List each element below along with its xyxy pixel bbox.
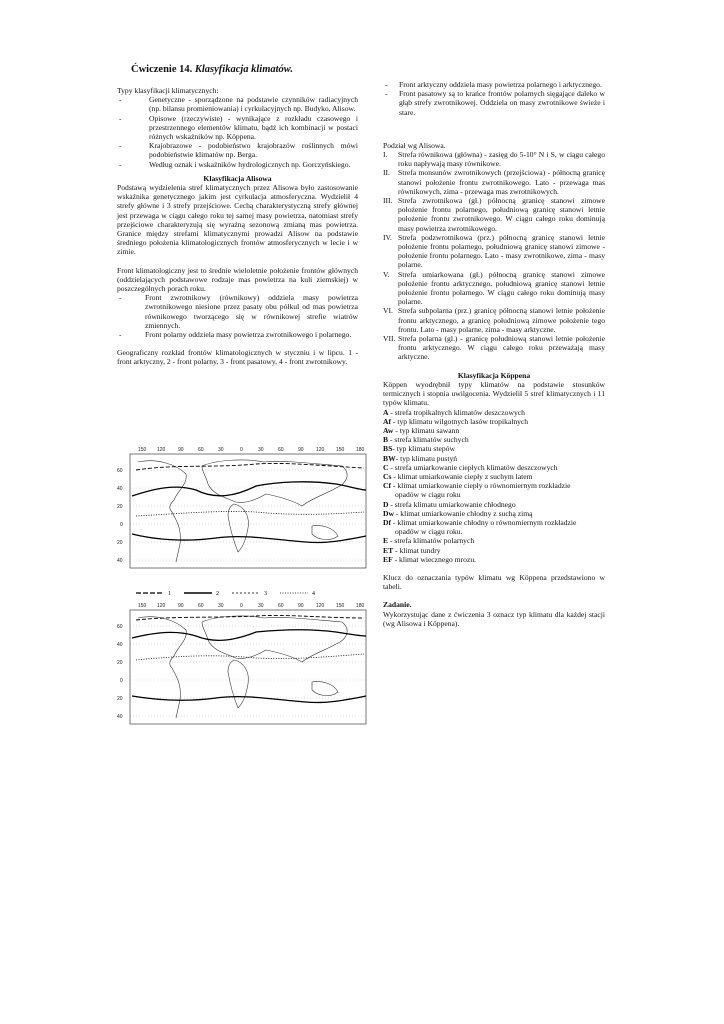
tick-label: 90 xyxy=(178,603,184,609)
koppen-code: Cf xyxy=(383,481,392,491)
koppen-item xyxy=(383,472,605,481)
zone-item: V. Strefa umiarkowana (gł.) północną granicę stanowi zimowe położenie frontu arktycznego, południową granicę stanowi letnie położenie frontu polarnego. W ciągu całego roku dominują masy polarne. xyxy=(383,269,605,307)
key-note: Klucz do oznaczania typów klimatu wg Köppena przedstawiono w tabeli. xyxy=(383,572,605,592)
tick-label: 60 xyxy=(198,603,204,609)
tick-label: 150 xyxy=(336,447,345,453)
koppen-code: E xyxy=(383,536,389,546)
map-july-svg xyxy=(116,600,369,728)
zone-item: VI. Strefa subpolarna (prz.) granicę północną stanowi letnie położenie frontu arktycznego, a granicę południową zimowe położenie tego frontu. Lato - masy polarne, zima - masy arktyczne. xyxy=(383,306,605,334)
tick-label: 90 xyxy=(298,603,304,609)
koppen-item xyxy=(383,500,605,509)
legend-label: 3 xyxy=(264,591,267,597)
types-list xyxy=(117,95,358,169)
legend-label: 1 xyxy=(168,591,171,597)
koppen-code: B xyxy=(383,435,389,445)
koppen-code: EF xyxy=(383,554,393,564)
koppen-heading: Klasyfikacja Köppena xyxy=(457,370,531,380)
title-prefix: Ćwiczenie 14. xyxy=(131,64,193,75)
left-column xyxy=(117,86,358,367)
koppen-item xyxy=(383,417,605,426)
tick-label: 20 xyxy=(117,540,123,546)
tick-label: 150 xyxy=(138,603,147,609)
koppen-item xyxy=(383,490,605,499)
koppen-text: - klimat umiarkowanie chłodny z suchą zimą xyxy=(393,508,533,518)
tick-label: 90 xyxy=(298,447,304,453)
koppen-code: BS xyxy=(383,444,393,454)
koppen-code: Df xyxy=(383,517,392,527)
koppen-text: - klimat wiecznego mrozu. xyxy=(392,554,477,564)
koppen-intro: Köppen wyodrębnił typy klimatów na podstawie stosunków termicznych i stopnia uwilgocenia. Wydzielił 5 stref klimatycznych i 11 typów klimatu. xyxy=(383,379,605,408)
koppen-code: Dw xyxy=(383,508,394,518)
koppen-item xyxy=(383,408,605,417)
koppen-text: - strefa klimatu umiarkowanie chłodnego xyxy=(388,499,516,509)
type-item: - Według oznak i wskaźników hydrologicznych np. Gorczyńskiego. xyxy=(117,160,358,169)
koppen-code: Af xyxy=(383,416,392,426)
type-item: - Krajobrazowe - podobieństwo krajobrazów roślinnych mówi podobieństwie klimatów np. Berga. xyxy=(117,141,358,159)
legend-label: 4 xyxy=(312,591,315,597)
alisow-heading: Klasyfikacja Alisowa xyxy=(203,173,272,183)
zones-list xyxy=(383,150,605,362)
map-caption: Geograficzny rozkład frontów klimatologicznych w styczniu i w lipcu. 1 - front arktyczny, 2 - front polarny, 3 - front pasatowy, 4 - front zwrotnikowy. xyxy=(117,348,358,367)
tick-label: 40 xyxy=(117,642,123,648)
zone-item: IV. Strefa podzwrotnikowa (prz.) północną granicę stanowi letnie położenie frontu polarnego, południową granicę stanowi zimowe -położenie frontu polarnego. Lato - masy zwrotnikowe, zima - masy polarne. xyxy=(383,232,605,270)
koppen-text: - klimat umiarkowanie ciepły o równomiernym rozkładzie xyxy=(391,481,571,491)
tick-label: 60 xyxy=(117,468,123,474)
koppen-item xyxy=(383,527,605,536)
tick-label: 120 xyxy=(157,603,166,609)
task-text: Wykorzystując dane z ćwiczenia 3 oznacz typ klimatu dla każdej stacji (wg Alisowa i Köppena). xyxy=(383,609,605,628)
front-item: - Front zwrotnikowy (równikowy) oddziela masy powietrza zwrotnikowego niesione przez pasaty obu półkul od mas powietrza równikowego tworzącego się w równikowej strefie wiatrów zmiennych. xyxy=(117,293,358,330)
koppen-text: - strefa klimatów suchych xyxy=(388,435,469,445)
tick-label: 60 xyxy=(198,447,204,453)
tick-label: 150 xyxy=(336,603,345,609)
koppen-item xyxy=(383,426,605,435)
tick-label: 40 xyxy=(117,558,123,564)
front-map-july xyxy=(116,600,369,728)
zones-intro: Podział wg Alisowa. xyxy=(383,140,446,150)
koppen-text: opadów w ciągu roku xyxy=(395,490,461,500)
tick-label: 180 xyxy=(356,603,365,609)
type-item: - Opisowe (rzeczywiste) - wynikające z rozkładu czasowego i przestrzennego elementów klimatu, bądź ich kombinacji w postaci różnych wskaźników np. Köppena. xyxy=(117,114,358,142)
legend-label: 2 xyxy=(216,591,219,597)
koppen-text: - klimat tundry xyxy=(393,545,441,555)
tick-label: 60 xyxy=(278,447,284,453)
koppen-text: - klimat umiarkowanie chłodny o równomiernym rozkładzie xyxy=(391,517,577,527)
koppen-item xyxy=(383,444,605,453)
tick-label: 60 xyxy=(278,603,284,609)
tick-label: 0 xyxy=(120,678,123,684)
front-item: - Front arktyczny oddziela masy powietrza polarnego i arktycznego. xyxy=(383,80,605,89)
title-italic: Klasyfikacja klimatów. xyxy=(194,64,294,75)
map-legend xyxy=(116,586,369,598)
tick-label: 40 xyxy=(117,486,123,492)
tick-label: 30 xyxy=(218,447,224,453)
koppen-code: C xyxy=(383,462,389,472)
tick-label: 20 xyxy=(117,660,123,666)
tick-label: 60 xyxy=(117,624,123,630)
koppen-item xyxy=(383,546,605,555)
front-map-january xyxy=(116,444,369,572)
tick-label: 20 xyxy=(117,504,123,510)
tick-label: 30 xyxy=(258,603,264,609)
koppen-item xyxy=(383,435,605,444)
koppen-text: - typ klimatu wilgotnych lasów tropikalnych xyxy=(391,416,529,426)
koppen-text: - klimat umiarkowanie ciepły z suchym latem xyxy=(391,471,533,481)
koppen-text: - typ klimatu sawann xyxy=(393,425,460,435)
zone-item: III. Strefa zwrotnikowa (gł.) północną granicę stanowi zimowe położenie frontu polarnego, południową granicę stanowi letnie położenie frontu zwrotnikowego. W ciągu całego roku dominują masy powietrza zwrotnikowego. xyxy=(383,196,605,233)
koppen-code: D xyxy=(383,499,389,509)
front-paragraph: Front klimatologiczny jest to średnie wieloletnie położenie frontów głównych (oddzielających podstawowe rodzaje mas powietrza na kuli ziemskiej) w poszczególnych porach roku. xyxy=(117,265,358,294)
koppen-item xyxy=(383,536,605,545)
fronts-list xyxy=(117,293,358,339)
koppen-item xyxy=(383,481,605,490)
tick-label: 150 xyxy=(138,447,147,453)
koppen-code: Cs xyxy=(383,471,392,481)
types-intro: Typy klasyfikacji klimatycznych: xyxy=(117,86,219,95)
koppen-text: - typ klimatu stepów xyxy=(392,444,455,454)
koppen-item xyxy=(383,555,605,564)
koppen-code: Aw xyxy=(383,425,394,435)
koppen-item xyxy=(383,509,605,518)
koppen-code: A xyxy=(383,407,389,417)
koppen-code: ET xyxy=(383,545,394,555)
tick-label: 120 xyxy=(157,447,166,453)
tick-label: 30 xyxy=(218,603,224,609)
tick-label: 20 xyxy=(117,696,123,702)
koppen-item xyxy=(383,518,605,527)
tick-label: 120 xyxy=(316,603,325,609)
koppen-text: opadów w ciągu roku. xyxy=(395,527,463,537)
zone-item: I. Strefa równikowa (główna) - zasięg do 5-10° N i S, w ciągu całego roku napływają masy równikowe. xyxy=(383,150,605,169)
task-heading: Zadanie. xyxy=(383,600,412,610)
tick-label: 180 xyxy=(356,447,365,453)
tick-label: 30 xyxy=(258,447,264,453)
zone-item: II. Strefa monsunów zwrotnikowych (przejściowa) - północną granicę stanowi położenie frontu zwrotnikowego. Lato - przewaga mas równikowych, zima - przewaga mas zwrotnikowych. xyxy=(383,168,605,196)
koppen-text: - typ klimatu pustyń xyxy=(395,453,458,463)
tick-label: 120 xyxy=(316,447,325,453)
tick-label: 0 xyxy=(120,522,123,528)
koppen-text: - strefa tropikalnych klimatów deszczowych xyxy=(388,407,525,417)
map-january-svg xyxy=(116,444,369,572)
koppen-item xyxy=(383,454,605,463)
zone-item: VII. Strefa polarna (gl.) - granicę południową stanowi letnie położenie frontu arktycznego. W ciągu całego roku przeważają masy arktyczne. xyxy=(383,334,605,362)
page-title xyxy=(131,64,293,75)
koppen-text: - strefa klimatów polarnych xyxy=(388,536,475,546)
koppen-code: BW xyxy=(383,453,396,463)
fronts-cont-list xyxy=(383,80,605,117)
tick-label: 0 xyxy=(240,603,243,609)
tick-label: 90 xyxy=(178,447,184,453)
front-item: - Front polarny oddziela masy powietrza zwrotnikowego i polarnego. xyxy=(117,330,358,339)
front-item: - Front pasatowy są to krańce frontów polarnych sięgające daleko w głąb strefy zwrotnikowej. Oddziela on masy zwrotnikowe świeże i stare. xyxy=(383,89,605,117)
type-item: - Genetyczne - sporządzone na podstawie czynników radiacyjnych (np. bilansu promieniowania) i cyrkulacyjnych np. Budyko, Alisow. xyxy=(117,95,358,113)
koppen-item xyxy=(383,463,605,472)
tick-label: 40 xyxy=(117,714,123,720)
tick-label: 0 xyxy=(240,447,243,453)
koppen-text: - strefa umiarkowanie ciepłych klimatów deszczowych xyxy=(388,462,558,472)
koppen-list xyxy=(383,408,605,564)
right-column xyxy=(383,80,605,628)
alisow-paragraph: Podstawą wydzielenia stref klimatycznych przez Alisowa było zastosowanie wskaźnika genetycznego jakim jest cyrkulacja atmosferyczna. Wydzielił 4 strefy główne i 3 strefy przejściowe. Cechą charakterystyczną strefy głównej jest przewaga w ciągu całego roku tej samej masy powietrza, natomiast strefy przejściowe charakteryzują się wyraźną sezonową zmianą mas powietrza. Granice między strefami klimatycznymi prowadzi Alisow na podstawie średniego położenia klimatologicznych frontów atmosferycznych w lecie i w zimie. xyxy=(117,183,358,257)
